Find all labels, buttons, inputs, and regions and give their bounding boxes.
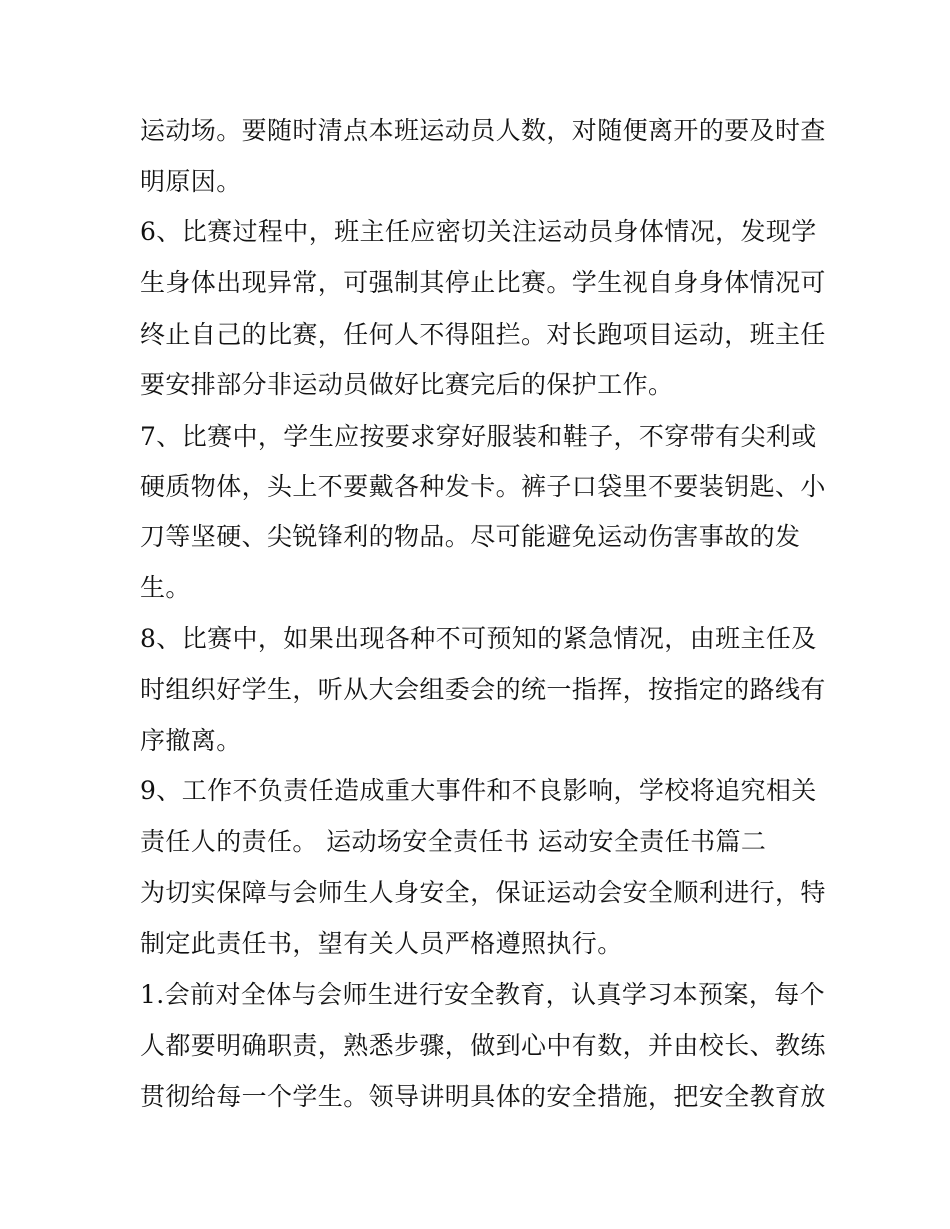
text-line: 序撤离。	[140, 726, 242, 755]
text-line: 要安排部分非运动员做好比赛完后的保护工作。	[140, 370, 674, 399]
text-line: 6、比赛过程中，班主任应密切关注运动员身体情况，发现学	[140, 217, 817, 246]
text-line: 7、比赛中，学生应按要求穿好服装和鞋子，不穿带有尖利或	[140, 422, 817, 451]
text-line: 制定此责任书，望有关人员严格遵照执行。	[140, 929, 623, 958]
text-line: 1.会前对全体与会师生进行安全教育，认真学习本预案，每个	[140, 980, 826, 1009]
text-line: 终止自己的比赛，任何人不得阻拦。对长跑项目运动，班主任	[140, 320, 826, 349]
text-line: 贯彻给每一个学生。领导讲明具体的安全措施，把安全教育放	[140, 1082, 826, 1111]
text-line: 8、比赛中，如果出现各种不可预知的紧急情况，由班主任及	[140, 624, 817, 653]
text-line: 生身体出现异常，可强制其停止比赛。学生视自身身体情况可	[140, 268, 826, 297]
text-line: 明原因。	[140, 167, 242, 196]
text-line: 生。	[140, 573, 191, 602]
text-line: 刀等坚硬、尖锐锋利的物品。尽可能避免运动伤害事故的发	[140, 522, 801, 551]
text-line: 9、工作不负责任造成重大事件和不良影响，学校将追究相关	[140, 776, 817, 805]
text-line: 人都要明确职责，熟悉步骤，做到心中有数，并由校长、教练	[140, 1031, 826, 1060]
text-line: 为切实保障与会师生人身安全，保证运动会安全顺利进行，特	[140, 878, 826, 907]
text-line: 运动场。要随时清点本班运动员人数，对随便离开的要及时查	[140, 116, 826, 145]
text-line: 时组织好学生，听从大会组委会的统一指挥，按指定的路线有	[140, 675, 826, 704]
text-line: 责任人的责任。 运动场安全责任书 运动安全责任书篇二	[140, 827, 767, 856]
text-line: 硬质物体，头上不要戴各种发卡。裤子口袋里不要装钥匙、小	[140, 472, 826, 501]
